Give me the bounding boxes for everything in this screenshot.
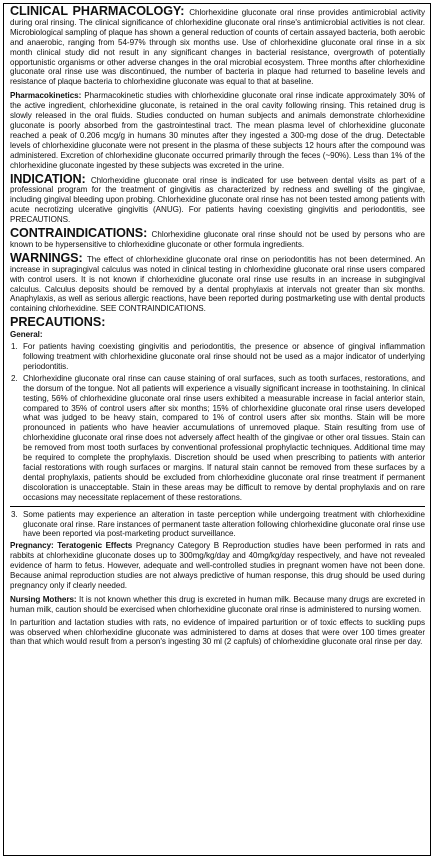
indication-text: Chlorhexidine gluconate oral rinse is indicated for use between dental visits as part of a professional program for the treatment of gingivitis as characterized by redness and swelling of the gingivae, including gingival bleeding upon probing. Chlorhexidine gluconate oral rinse has not been tested among patients with acute necrotizing ulcerative gingivitis (ANUG). For patients having coexisting gingivitis and periodontitis, see PRECAUTIONS. [10, 175, 425, 225]
precautions-list [10, 342, 425, 503]
pharmacokinetics-section [10, 91, 425, 170]
clinical-pharmacology-section [10, 4, 426, 87]
general-heading: General: [10, 330, 43, 340]
pharmacokinetics-text: Pharmacokinetic studies with chlorhexidine gluconate oral rinse indicate approximately 30% of the active ingredient, chlorhexidine gluconate, is retained in the oral cavity following rinsing. This retained drug is slowly released in the oral fluids. Studies conducted on human subjects and animals demonstrate chlorhexidine gluconate is poorly absorbed from the gastrointestinal tract. The mean plasma level of chlorhexidine gluconate reached a peak of 0.206 mcg/g in humans 30 minutes after they ingested a 300-mg dose of the drug. Detectable levels of chlorhexidine gluconate were not present in the plasma of these subjects 12 hours after the compound was administered. Excretion of chlorhexidine gluconate occurred primarily through the feces (~90%). Less than 1% of the chlorhexidine gluconate ingested by these subjects was excreted in the urine. [10, 91, 425, 170]
precaution-text: For patients having coexisting gingivitis and periodontitis, the presence or absence of gingival inflammation following treatment with chlorhexidine gluconate oral rinse should not be used as a major indicator of underlying periodontitis. [23, 342, 425, 371]
precaution-text: Some patients may experience an alteration in taste perception while undergoing treatment with chlorhexidine gluconate oral rinse. Rare instances of permanent taste alteration following chlorhexidine gluconate oral rinse use have been reported via post-marketing product surveillance. [23, 509, 425, 539]
contraindications-heading: CONTRAINDICATIONS: [10, 226, 152, 241]
pregnancy-heading: Pregnancy: Teratogenic Effects [10, 541, 136, 551]
clinical-pharmacology-heading: CLINICAL PHARMACOLOGY: [10, 4, 190, 18]
precaution-item [10, 510, 425, 540]
precaution-item [10, 374, 425, 503]
section-divider [10, 506, 425, 507]
precautions-list-continued [10, 510, 425, 540]
nursing-mothers-text: It is not known whether this drug is excreted in human milk. Because many drugs are excreted in human milk, caution should be exercised when chlorhexidine gluconate oral rinse is administered to nursing women. [10, 594, 426, 614]
precautions-heading: PRECAUTIONS: [10, 315, 106, 330]
pregnancy-text: Pregnancy Category B Reproduction studies have been performed in rats and rabbits at chlorhexidine gluconate doses up to 300mg/kg/day and 40mg/kg/day respectively, and have not revealed evidence of harm to fetus. However, adequate and well-controlled studies in pregnant women have not been done. Because animal reproduction studies are not always predictive of human response, this drug should be used during pregnancy only if clearly needed. [10, 541, 426, 590]
warnings-heading: WARNINGS: [10, 250, 87, 265]
warnings-section [10, 250, 426, 314]
contraindications-section [10, 226, 425, 250]
precaution-number: 1. [11, 342, 18, 352]
indication-heading: INDICATION: [10, 171, 91, 186]
label-page [3, 3, 431, 856]
nursing-mothers-heading: Nursing Mothers: [10, 594, 80, 604]
indication-section [10, 171, 425, 226]
warnings-text: The effect of chlorhexidine gluconate oral rinse on periodontitis has not been determined. An increase in supragingival calculus was noted in clinical testing in chlorhexidine gluconate oral rinse users compared with control users. It is not known if chlorhexidine gluconate oral rinse use results in an increase in subgingival calculus. Calculus deposits should be removed by a dental prophylaxis at intervals not greater than six months. Anaphylaxis, as well as serious allergic reactions, have been reported during postmarketing use with dental products containing chlorhexidine. SEE CONTRAINDICATIONS. [10, 254, 426, 314]
parturition-paragraph: In parturition and lactation studies with rats, no evidence of impaired parturition or of toxic effects to suckling pups was observed when chlorhexidine gluconate was administered to dams at doses that were over 100 times greater than that which would result from a person's ingesting 30 ml (2 capfuls) of chlorhexidine gluconate oral rinse per day. [10, 617, 425, 647]
precaution-number: 2. [11, 373, 18, 383]
pharmacokinetics-heading: Pharmacokinetics: [10, 91, 85, 101]
precaution-item [10, 342, 425, 372]
contraindications-text: Chlorhexidine gluconate oral rinse should not be used by persons who are known to be hypersensitive to chlorhexidine gluconate or other formula ingredients. [10, 230, 425, 249]
precaution-number: 3. [11, 509, 18, 519]
clinical-pharmacology-text: Chlorhexidine gluconate oral rinse provides antimicrobial activity during oral rinsing. The clinical significance of chlorhexidine gluconate oral rinse's antimicrobial activities is not clear. Microbiological sampling of plaque has shown a general reduction of counts of certain assayed bacteria, both aerobic and anaerobic, ranging from 54-97% through six months use. Use of chlorhexidine gluconate oral rinse in a six month clinical study did not result in any significant changes in bacterial resistance, overgrowth of potentially opportunistic organisms or other adverse changes in the oral microbial ecosystem. Three months after chlorhexidine gluconate oral rinse use was discontinued, the number of bacteria in plaque had returned to baseline levels and resistance of plaque bacteria to chlorhexidine gluconate was equal to that at baseline. [10, 8, 426, 87]
nursing-mothers-section [10, 595, 425, 615]
pregnancy-section [10, 541, 425, 591]
precaution-text: Chlorhexidine gluconate oral rinse can cause staining of oral surfaces, such as tooth surfaces, restorations, and the dorsum of the tongue. Not all patients will experience a visually significant increase in toothstaining. In clinical testing, 56% of chlorhexidine gluconate oral rinse users exhibited a measurable increase in facial anterior stain, compared to 35% of control users after six months; 15% of chlorhexidine gluconate oral rinse users developed what was judged to be heavy stain, compared to 1% of control users after six months. Stain will be more pronounced in patients who have heavier accumulations of unremoved plaque. Stain resulting from use of chlorhexidine gluconate oral rinse does not adversely affect health of the gingivae or other oral tissues. Stain can be removed from most tooth surfaces by conventional professional prophylactic techniques. Additional time may be required to complete the prophylaxis. Discretion should be used when prescribing to patients with anterior facial restorations with rough surfaces or margins. If natural stain cannot be removed from these surfaces by a dental prophylaxis, patients should be excluded from chlorhexidine gluconate oral rinse treatment if permanent discoloration is unacceptable. Stain in these areas may be difficult to remove by dental prophylaxis and on rare occasions may necessitate replacement of these restorations. [23, 373, 425, 502]
